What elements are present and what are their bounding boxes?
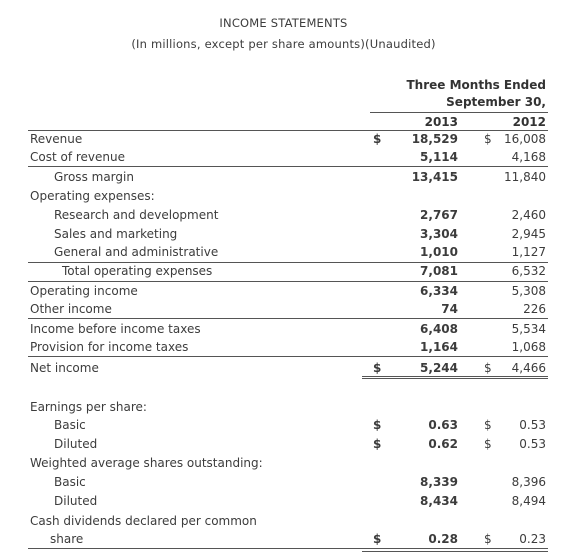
value-2013: 5,114 <box>420 150 458 164</box>
row-total-operating-expenses <box>0 264 567 282</box>
currency-2013: $ <box>373 532 382 546</box>
period-header-line1: Three Months Ended <box>406 78 546 92</box>
value-2013: 7,081 <box>420 264 458 278</box>
year-2013-header: 2013 <box>424 115 458 129</box>
row-label: Provision for income taxes <box>30 340 189 354</box>
row-label: Operating income <box>30 284 138 298</box>
value-2012: 226 <box>523 302 546 316</box>
period-header-line2: September 30, <box>446 95 546 109</box>
row-shares-heading <box>0 456 567 474</box>
row-label: Gross margin <box>54 170 134 184</box>
row-income-before-taxes <box>0 322 567 340</box>
row-label: Net income <box>30 361 99 375</box>
row-revenue <box>0 132 567 150</box>
row-shares-basic <box>0 475 567 493</box>
value-2012: 0.53 <box>519 418 546 432</box>
value-2012: 2,945 <box>511 227 546 241</box>
value-2012: 8,494 <box>511 494 546 508</box>
value-2013: 8,434 <box>420 494 458 508</box>
value-2012: 2,460 <box>511 208 546 222</box>
value-2013: 13,415 <box>411 170 458 184</box>
value-2013: 8,339 <box>420 475 458 489</box>
value-2013: 18,529 <box>411 132 458 146</box>
row-label: Diluted <box>54 494 98 508</box>
row-label: share <box>50 532 84 546</box>
row-eps-heading <box>0 400 567 418</box>
row-label: Weighted average shares outstanding: <box>30 456 263 470</box>
row-label: Basic <box>54 418 86 432</box>
row-label: Operating expenses: <box>30 189 155 203</box>
double-rule <box>362 376 548 379</box>
value-2013: 2,767 <box>420 208 458 222</box>
row-shares-diluted <box>0 494 567 512</box>
value-2012: 1,127 <box>511 245 546 259</box>
value-2012: 5,534 <box>511 322 546 336</box>
value-2012: 5,308 <box>511 284 546 298</box>
rule <box>28 356 548 357</box>
value-2012: 0.53 <box>519 437 546 451</box>
currency-2013: $ <box>373 418 382 432</box>
row-label: Diluted <box>54 437 98 451</box>
currency-2012: $ <box>484 361 492 375</box>
row-research-development <box>0 208 567 226</box>
row-gross-margin <box>0 170 567 188</box>
value-2012: 6,532 <box>511 264 546 278</box>
statement-subtitle: (In millions, except per share amounts)(Unaudited) <box>131 37 436 51</box>
currency-2012: $ <box>484 132 492 146</box>
currency-2012: $ <box>484 532 492 546</box>
value-2013: 1,010 <box>420 245 458 259</box>
value-2012: 1,068 <box>511 340 546 354</box>
rule <box>28 166 548 167</box>
rule <box>28 548 548 549</box>
value-2012: 4,168 <box>511 150 546 164</box>
value-2013: 5,244 <box>420 361 458 375</box>
value-2013: 0.62 <box>428 437 458 451</box>
value-2013: 3,304 <box>420 227 458 241</box>
value-2013: 74 <box>441 302 458 316</box>
currency-2012: $ <box>484 437 492 451</box>
currency-2012: $ <box>484 418 492 432</box>
row-eps-basic <box>0 418 567 436</box>
rule <box>28 262 548 263</box>
year-2012-header: 2012 <box>512 115 546 129</box>
row-label: Research and development <box>54 208 219 222</box>
row-label: General and administrative <box>54 245 219 259</box>
row-eps-diluted <box>0 437 567 455</box>
row-label: Total operating expenses <box>62 264 213 278</box>
double-rule-bottom <box>362 551 548 552</box>
row-general-administrative <box>0 245 567 263</box>
rule <box>28 281 548 282</box>
currency-2013: $ <box>373 361 382 375</box>
rule <box>28 318 548 319</box>
value-2013: 1,164 <box>420 340 458 354</box>
row-sales-marketing <box>0 227 567 245</box>
value-2012: 11,840 <box>504 170 546 184</box>
row-label: Revenue <box>30 132 83 146</box>
row-label: Earnings per share: <box>30 400 147 414</box>
row-label: Basic <box>54 475 86 489</box>
value-2012: 16,008 <box>504 132 546 146</box>
currency-2013: $ <box>373 132 382 146</box>
value-2013: 0.63 <box>428 418 458 432</box>
value-2012: 0.23 <box>519 532 546 546</box>
row-dividends-heading <box>0 514 567 532</box>
row-label: Income before income taxes <box>30 322 201 336</box>
value-2012: 8,396 <box>511 475 546 489</box>
row-label: Other income <box>30 302 112 316</box>
row-operating-income <box>0 284 567 302</box>
statement-title: INCOME STATEMENTS <box>219 16 348 30</box>
row-label: Sales and marketing <box>54 227 178 241</box>
row-label: Cost of revenue <box>30 150 126 164</box>
value-2013: 0.28 <box>428 532 458 546</box>
value-2013: 6,408 <box>420 322 458 336</box>
header-bottom-rule <box>28 130 548 131</box>
row-label: Cash dividends declared per common <box>30 514 257 528</box>
value-2013: 6,334 <box>420 284 458 298</box>
header-rule <box>370 112 548 113</box>
value-2012: 4,466 <box>511 361 546 375</box>
row-operating-expenses-heading <box>0 189 567 207</box>
currency-2013: $ <box>373 437 382 451</box>
